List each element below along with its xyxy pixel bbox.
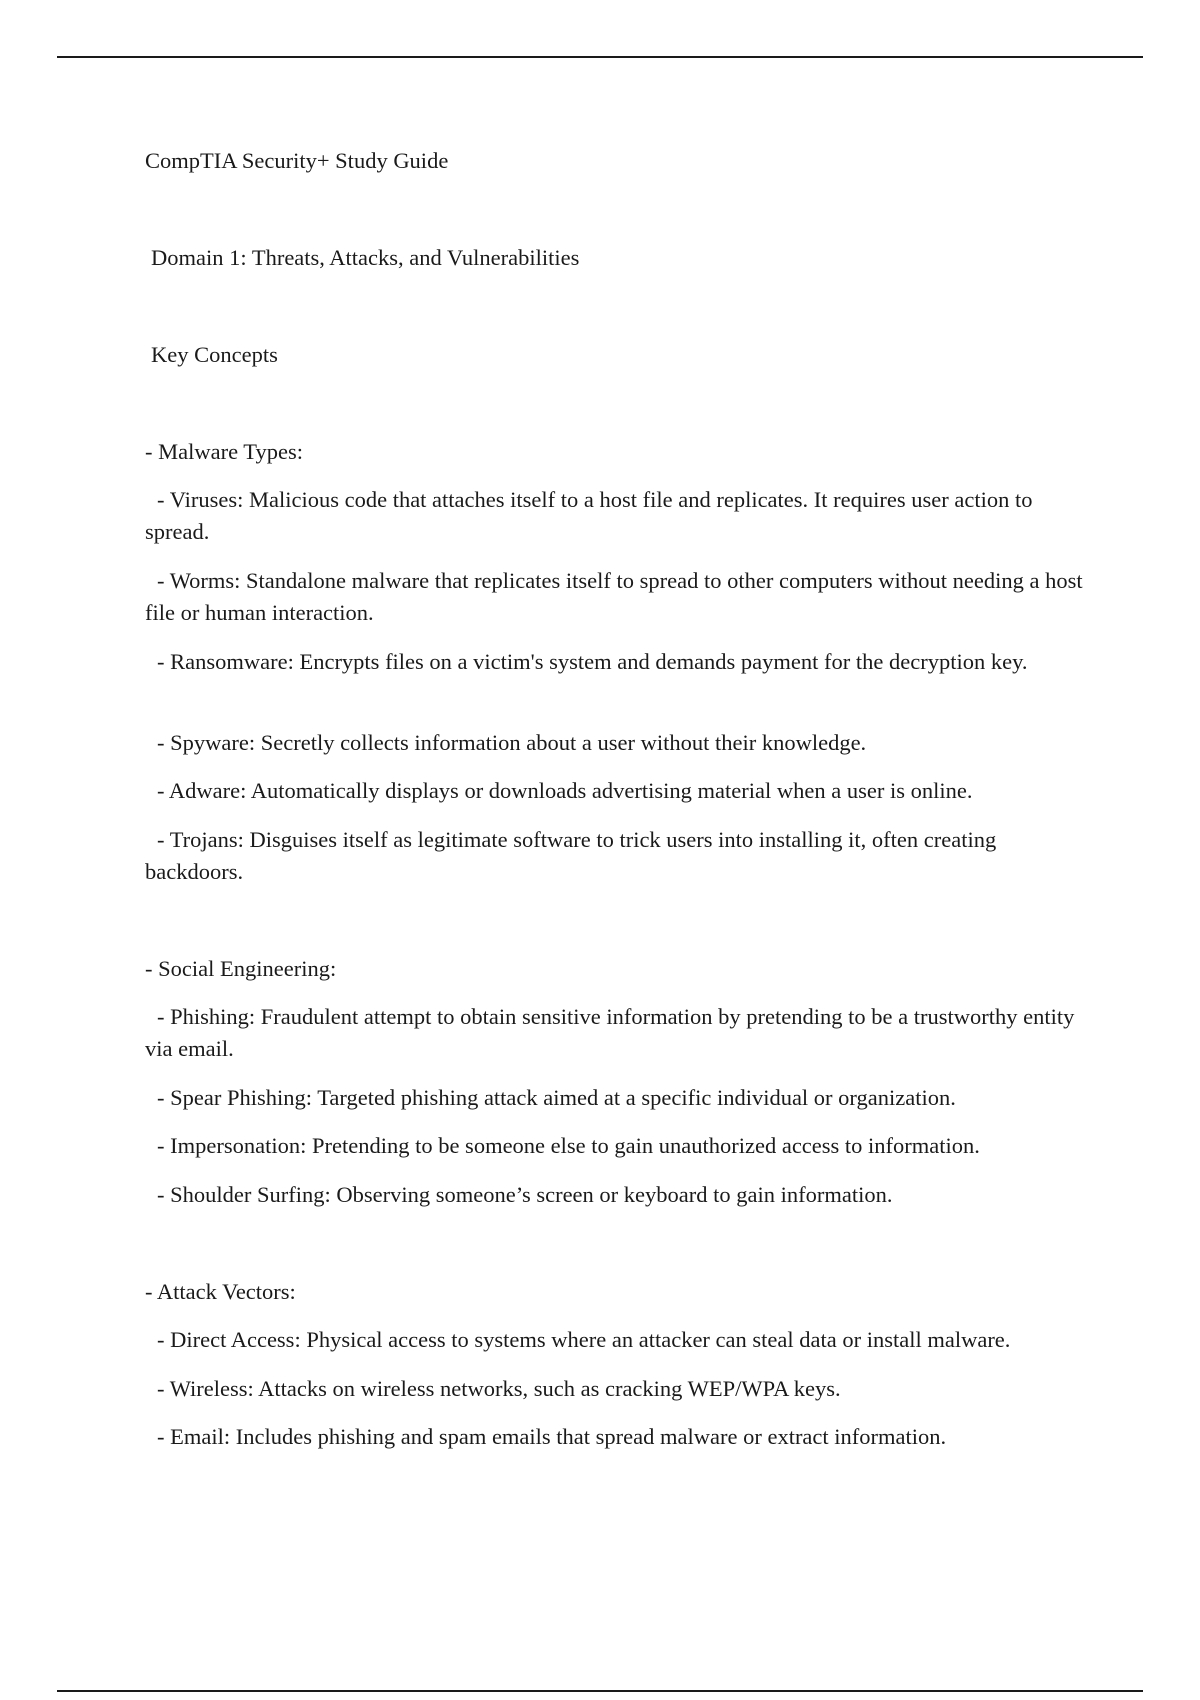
list-item-worms: - Worms: Standalone malware that replicates itself to spread to other computers without needing a host file or human interaction. <box>145 568 1083 625</box>
malware-types-heading: - Malware Types: <box>145 439 303 464</box>
list-item-adware: - Adware: Automatically displays or downloads advertising material when a user is online. <box>157 778 973 803</box>
list-item-phishing: - Phishing: Fraudulent attempt to obtain sensitive information by pretending to be a trustworthy entity via email. <box>145 1004 1075 1061</box>
list-item-direct-access: - Direct Access: Physical access to systems where an attacker can steal data or install malware. <box>157 1327 1011 1352</box>
bottom-divider <box>57 1690 1143 1692</box>
list-item-spear-phishing: - Spear Phishing: Targeted phishing attack aimed at a specific individual or organization. <box>157 1085 956 1110</box>
list-item-trojans: - Trojans: Disguises itself as legitimate software to trick users into installing it, often creating backdoors. <box>145 827 997 884</box>
list-item-shoulder-surfing: - Shoulder Surfing: Observing someone’s screen or keyboard to gain information. <box>157 1182 893 1207</box>
list-item-email: - Email: Includes phishing and spam emails that spread malware or extract information. <box>157 1424 947 1449</box>
domain-heading: Domain 1: Threats, Attacks, and Vulnerabilities <box>151 245 580 270</box>
list-item-impersonation: - Impersonation: Pretending to be someone else to gain unauthorized access to information. <box>157 1133 980 1158</box>
list-item-ransomware: - Ransomware: Encrypts files on a victim's system and demands payment for the decryption key. <box>157 649 1028 674</box>
social-engineering-heading: - Social Engineering: <box>145 956 337 981</box>
list-item-viruses: - Viruses: Malicious code that attaches itself to a host file and replicates. It requires user action to spread. <box>145 487 1033 544</box>
list-item-spyware: - Spyware: Secretly collects information about a user without their knowledge. <box>157 730 867 755</box>
list-item-wireless: - Wireless: Attacks on wireless networks, such as cracking WEP/WPA keys. <box>157 1376 841 1401</box>
section-heading: Key Concepts <box>151 342 278 367</box>
top-divider <box>57 56 1143 58</box>
document-title: CompTIA Security+ Study Guide <box>145 148 449 173</box>
attack-vectors-heading: - Attack Vectors: <box>145 1279 296 1304</box>
